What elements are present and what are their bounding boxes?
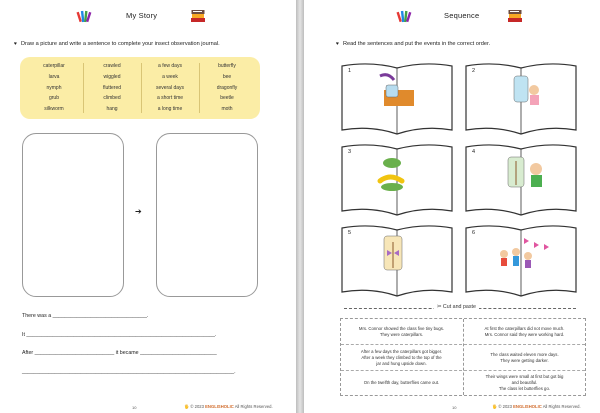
sentence-strip[interactable]: [341, 371, 462, 395]
sequence-panel[interactable]: [340, 224, 454, 299]
open-book-icon: [464, 62, 578, 137]
drawing-frame-after[interactable]: [156, 133, 258, 297]
open-book-icon: [340, 143, 454, 218]
copyright-suffix: All Rights Reserved.: [542, 404, 581, 409]
word: grub: [48, 95, 59, 102]
sentence-text: The class let butterflies go.: [498, 386, 551, 391]
logo-icon: 🖐: [492, 404, 498, 409]
logo-icon: 🖐: [184, 404, 190, 409]
sentence-text: Mrs. Connor showed the class five tiny bugs.: [358, 325, 445, 331]
sequence-panel[interactable]: [464, 143, 578, 218]
sentence-strip[interactable]: [464, 319, 585, 345]
word: dragonfly: [216, 84, 238, 91]
open-book-icon: [464, 143, 578, 218]
sentence-text: After a few days the caterpillars got bigger.: [360, 348, 443, 354]
heart-bullet-icon: ♥: [336, 41, 339, 47]
arrow-right-icon: ➔: [135, 207, 142, 216]
divider: [141, 63, 142, 113]
instruction-text: Read the sentences and put the events in the correct order.: [342, 41, 491, 47]
instruction: [336, 41, 490, 47]
sentence-line-1[interactable]: There was a ________________________________.: [22, 313, 149, 319]
word: climbed: [103, 95, 121, 102]
sentence-text: Mrs. Connor said they were working hard.: [484, 331, 565, 337]
sentence-strip[interactable]: [341, 319, 462, 345]
left-page: [0, 0, 296, 413]
sentence-line-2[interactable]: It ________________________________________________________________.: [22, 332, 217, 338]
copyright: [184, 404, 273, 410]
word-bank-column: [143, 62, 197, 113]
sentence-text: Their wings were small at first but got big: [485, 374, 564, 379]
copyright-suffix: All Rights Reserved.: [234, 404, 273, 409]
word: crawled: [103, 63, 121, 69]
page-number: 10: [452, 405, 457, 410]
copyright-brand: ENGLISHOLIC: [205, 404, 234, 409]
sentence-text: They were getting darker.: [500, 357, 549, 363]
word: nymph: [46, 84, 62, 91]
word: butterfly: [218, 63, 236, 69]
panel-number: 3: [348, 149, 352, 155]
sentence-line-3[interactable]: After ___________________________ it became __________________________: [22, 350, 217, 356]
divider: [83, 63, 84, 113]
word: several days: [155, 84, 185, 91]
crayons-icon: [76, 8, 92, 24]
sentence-text: The class waited eleven more days.: [490, 351, 559, 357]
word: bee: [222, 73, 232, 80]
sequence-panel[interactable]: [340, 143, 454, 218]
copyright: [492, 404, 581, 410]
books-icon: [507, 8, 523, 24]
open-book-icon: [464, 224, 578, 299]
panel-number: 2: [472, 68, 476, 74]
word: wiggled: [103, 73, 121, 80]
word: a week: [162, 73, 178, 80]
panel-number: 6: [472, 230, 476, 236]
word-bank-column: [200, 62, 254, 113]
page-title: My Story: [126, 11, 158, 20]
sequence-panel[interactable]: [340, 62, 454, 137]
word: moth: [221, 106, 233, 113]
word: silkworm: [44, 106, 64, 113]
books-icon: [190, 8, 206, 24]
word: a short time: [156, 95, 184, 102]
sentence-text: After a week they climbed to the top of the: [361, 354, 442, 360]
sentence-line-4[interactable]: ________________________________________________________________________.: [22, 369, 236, 375]
sentence-strip[interactable]: [464, 345, 585, 371]
copyright-prefix: © 2023: [190, 404, 204, 409]
sentence-strips: [340, 318, 586, 396]
cut-line: [344, 304, 576, 312]
sentence-strip[interactable]: [464, 371, 585, 395]
panel-number: 5: [348, 230, 352, 236]
copyright-brand: ENGLISHOLIC: [513, 404, 542, 409]
word: caterpillar: [43, 63, 65, 69]
sentence-text: At first the caterpillars did not move much.: [484, 325, 565, 331]
word-bank-column: [85, 62, 139, 113]
word: a few days: [158, 63, 182, 69]
word-bank: [20, 57, 260, 119]
instruction-text: Draw a picture and write a sentence to complete your insect observation journal.: [20, 41, 220, 47]
word: larva: [48, 73, 60, 80]
word: a long time: [157, 106, 183, 113]
sentence-text: and beautiful.: [511, 380, 538, 385]
page-number: 10: [132, 405, 137, 410]
sentence-strip[interactable]: [341, 345, 462, 371]
right-page: [304, 0, 600, 413]
scissors-icon: ✂: [437, 304, 443, 310]
instruction: [14, 41, 220, 47]
cut-label: [434, 304, 479, 310]
panel-number: 4: [472, 149, 476, 155]
heart-bullet-icon: ♥: [14, 41, 17, 47]
word: beetle: [220, 95, 234, 102]
sequence-panel[interactable]: [464, 62, 578, 137]
cut-label-text: Cut and paste: [442, 304, 476, 310]
book-gutter: [296, 0, 304, 413]
word: hang: [106, 106, 118, 113]
word-bank-column: [27, 62, 81, 113]
open-book-icon: [340, 62, 454, 137]
word: fluttered: [102, 84, 122, 91]
copyright-prefix: © 2023: [498, 404, 512, 409]
open-book-icon: [340, 224, 454, 299]
drawing-frame-before[interactable]: [22, 133, 124, 297]
crayons-icon: [396, 8, 412, 24]
panel-number: 1: [348, 68, 352, 74]
sentence-text: jar and hung upside down.: [376, 360, 427, 366]
sequence-panel[interactable]: [464, 224, 578, 299]
sentence-text: On the twelfth day, butterflies came out.: [363, 380, 440, 385]
sentence-text: They were caterpillars.: [379, 331, 424, 337]
page-title: Sequence: [444, 11, 480, 20]
